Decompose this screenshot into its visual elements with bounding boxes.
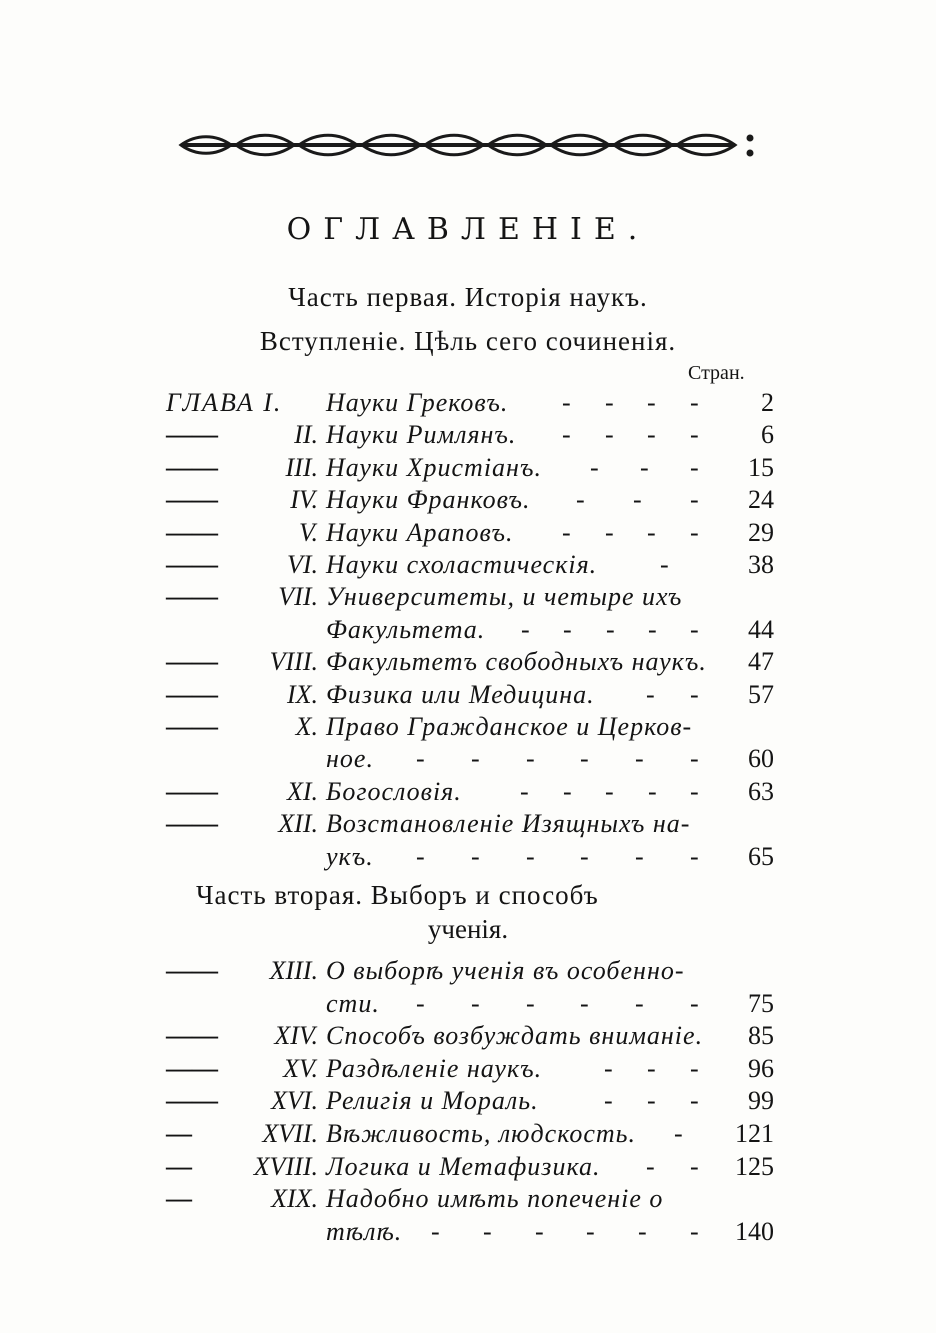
page-number: 29 [748,517,774,547]
toc-entry [0,485,936,519]
page-column-header: Стран. [688,362,745,384]
part-one-heading: Часть первая. Исторія наукъ. [288,282,648,312]
chapter-title-continuation: Факультета. [326,614,486,644]
toc-entry-continuation [0,842,936,876]
entry-dash: —— [166,712,218,741]
page-number: 38 [748,550,774,579]
chapter-number: X. [295,712,318,741]
chapter-number: XIV. [274,1021,318,1051]
chapter-title-continuation: ное. [326,744,374,774]
entry-dash: —— [166,420,218,450]
page-number: 47 [748,647,774,677]
chapter-number: XIX. [271,1184,318,1214]
entry-dash: —— [166,647,218,677]
chapter-title: Логика и Метафизика. [326,1151,601,1181]
leader-dash: - [690,1151,699,1181]
leader-dash: - [690,988,699,1018]
chapter-title: Физика или Медицина. [326,679,595,709]
chapter-number: XVIII. [253,1151,318,1181]
entry-dash: —— [166,517,218,547]
page-number: 140 [735,1216,774,1246]
leader-dash: - [471,744,480,774]
chapter-title-continuation: укъ. [326,841,374,871]
page-number: 15 [748,452,774,482]
leader-dash: - [647,420,656,450]
toc-entry [0,1119,936,1153]
part-two-heading-line-2: ученія. [427,914,509,944]
chapter-number: V. [298,517,318,547]
entry-dash: —— [166,679,218,709]
leader-dash: - [576,485,585,515]
toc-entry [0,1021,936,1055]
leader-dash: - [648,614,657,644]
leader-dash: - [563,776,572,806]
leader-dash: - [647,388,656,417]
leader-dash: - [562,517,571,547]
leader-dash: - [416,841,425,871]
chapter-title: Надобно имѣть попеченіе о [326,1184,664,1214]
leader-dash: - [562,420,571,450]
ornament-border [176,126,762,164]
chapter-number: VII. [278,582,318,612]
toc-entry [0,956,936,990]
leader-dash: - [690,1053,699,1083]
leader-dash: - [562,388,571,417]
toc-entry [0,647,936,681]
leader-dash: - [586,1216,595,1246]
leader-dash: - [605,517,614,547]
leader-dash: - [690,1086,699,1116]
leader-dash: - [521,614,530,644]
chapter-title: Вѣжливость, людскость. [326,1119,637,1148]
leader-dash: - [416,988,425,1018]
chapter-title: Университеты, и четыре ихъ [326,582,683,612]
chapter-number: XII. [278,809,318,839]
chapter-number: XIII. [269,956,318,985]
leader-dash: - [690,679,699,709]
leader-dash: - [640,452,649,482]
leader-dash: - [633,485,642,515]
introduction-line: Вступленіе. Цѣль сего сочиненія. [259,326,677,356]
chapter-title: Факультетъ свободныхъ наукъ. [326,647,707,677]
leader-dash: - [647,1086,656,1116]
toc-entry [0,1054,936,1088]
toc-entry [0,680,936,714]
page-number: 99 [748,1086,774,1116]
leader-dash: - [690,1216,699,1246]
leader-dash: - [646,679,655,709]
page-number: 63 [748,776,774,806]
chapter-title: Науки Христіанъ. [326,452,542,482]
page-number: 96 [748,1053,774,1083]
toc-entry [0,550,936,584]
leader-dash: - [471,988,480,1018]
leader-dash: - [690,841,699,871]
toc-entry-continuation [0,989,936,1023]
page-number: 24 [748,485,774,515]
leader-dash: - [606,614,615,644]
chapter-title: Способъ возбуждать вниманіе. [326,1021,704,1051]
page-title: ОГЛАВЛЕНIЕ. [286,212,650,247]
toc-entry [0,712,936,746]
chapter-title: Науки Франковъ. [326,485,531,515]
chapter-number: III. [285,452,318,482]
page-number: 125 [735,1151,774,1181]
entry-dash: —— [166,550,218,579]
toc-entry [0,1086,936,1120]
chapter-title: Богословія. [326,776,462,806]
leader-dash: - [690,420,699,450]
entry-dash: —— [166,1021,218,1051]
leader-dash: - [526,988,535,1018]
chapter-title: Науки Грековъ. [326,388,509,417]
toc-entry [0,777,936,811]
leader-dash: - [647,517,656,547]
chapter-number: XVI. [271,1086,318,1116]
page-number: 65 [748,841,774,871]
leader-dash: - [690,614,699,644]
leader-dash: - [690,388,699,417]
chapter-title: Раздѣленіе наукъ. [326,1053,543,1083]
leader-dash: - [471,841,480,871]
leader-dash: - [563,614,572,644]
toc-entry [0,388,936,422]
page-number: 2 [761,388,774,417]
page-number: 85 [748,1021,774,1051]
entry-dash: —— [166,452,218,482]
leader-dash: - [638,1216,647,1246]
chapter-number: XI. [286,776,318,806]
leader-dash: - [605,388,614,417]
leader-dash: - [635,988,644,1018]
chapter-title: Возстановленіе Изящныхъ на- [326,809,691,839]
leader-dash: - [526,744,535,774]
entry-dash: —— [166,1053,218,1083]
entry-dash: — [166,1119,192,1148]
page-number: 44 [748,614,774,644]
leader-dash: - [526,841,535,871]
leader-dash: - [690,452,699,482]
toc-entry-continuation [0,744,936,778]
leader-dash: - [605,420,614,450]
toc-entry [0,453,936,487]
leader-dash: - [690,776,699,806]
toc-entry [0,420,936,454]
leader-dash: - [431,1216,440,1246]
page-number: 6 [761,420,774,450]
chapter-title: Право Гражданское и Церков- [326,712,693,741]
page-number: 75 [748,988,774,1018]
leader-dash: - [635,841,644,871]
entry-dash: —— [166,1086,218,1116]
leader-dash: - [580,988,589,1018]
entry-dash: — [166,1184,192,1214]
leader-dash: - [590,452,599,482]
chapter-number: XV. [283,1053,318,1083]
entry-dash: —— [166,485,218,515]
leader-dash: - [674,1119,683,1148]
leader-dash: - [416,744,425,774]
page-number: 57 [748,679,774,709]
entry-dash: —— [166,956,218,985]
chapter-number: VIII. [269,647,318,677]
leader-dash: - [580,744,589,774]
toc-entry [0,1152,936,1186]
leader-dash: - [635,744,644,774]
leader-dash: - [690,744,699,774]
chapter-number: XVII. [262,1119,318,1148]
toc-entry [0,1184,936,1218]
chapter-title: Науки Римлянъ. [326,420,517,450]
toc-entry [0,582,936,616]
page-number: 121 [735,1119,774,1148]
chapter-title: Науки Араповъ. [326,517,514,547]
leader-dash: - [483,1216,492,1246]
leader-dash: - [535,1216,544,1246]
leader-dash: - [604,1053,613,1083]
leader-dash: - [690,485,699,515]
leader-dash: - [605,776,614,806]
toc-entry [0,518,936,552]
entry-dash: —— [166,582,218,612]
part-two-heading-line-1: Часть вторая. Выборъ и способъ [196,880,599,910]
chapter-title: О выборѣ ученія въ особенно- [326,956,685,985]
toc-entry [0,809,936,843]
entry-dash: —— [166,776,218,806]
leader-dash: - [646,1151,655,1181]
leader-dash: - [580,841,589,871]
entry-dash: — [166,1151,192,1181]
chapter-title-continuation: сти. [326,988,380,1018]
chapter-number: IX. [286,679,318,709]
chapter-title: Науки схоластическія. [326,550,598,579]
toc-entry-continuation [0,615,936,649]
toc-entry-continuation [0,1217,936,1251]
entry-dash: —— [166,809,218,839]
chapter-label: ГЛАВА I. [166,388,283,417]
leader-dash: - [604,1086,613,1116]
chapter-number: II. [294,420,318,450]
leader-dash: - [647,1053,656,1083]
leader-dash: - [520,776,529,806]
leader-dash: - [660,550,669,579]
chapter-number: IV. [290,485,318,515]
chapter-title: Религія и Мораль. [326,1086,539,1116]
leader-dash: - [648,776,657,806]
chapter-title-continuation: тѣлѣ. [326,1216,403,1246]
page-number: 60 [748,744,774,774]
chapter-number: VI. [286,550,318,579]
leader-dash: - [690,517,699,547]
